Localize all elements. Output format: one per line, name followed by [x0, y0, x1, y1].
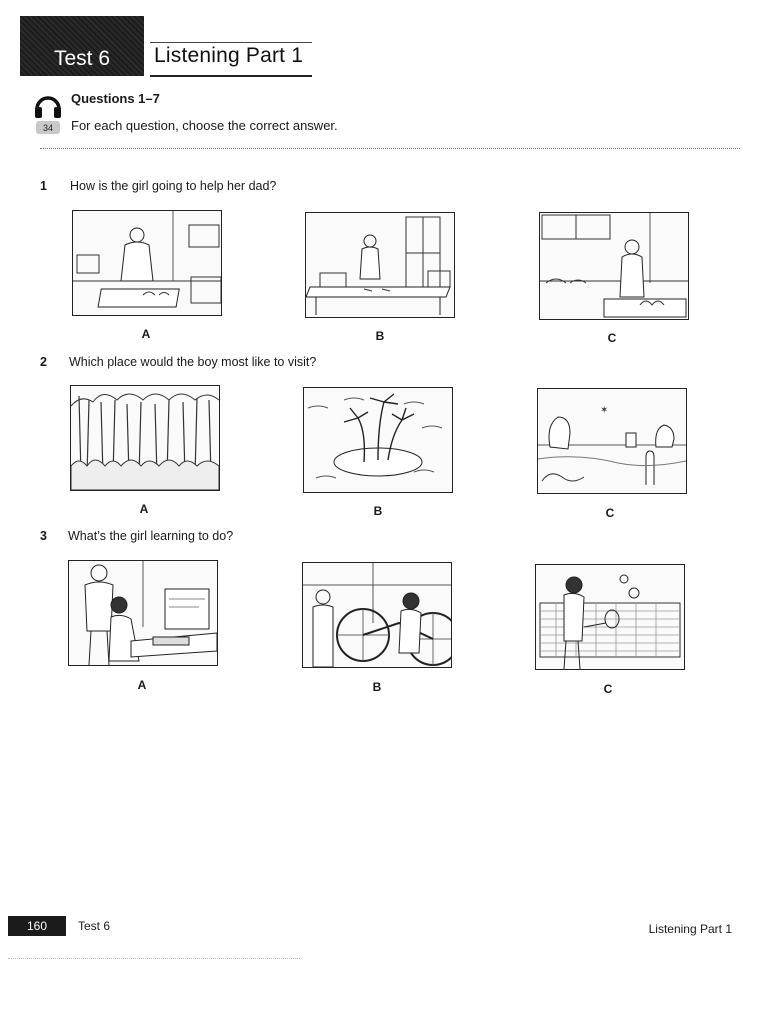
option-label-c: C [605, 506, 615, 520]
option-picture-washing-dishes[interactable] [539, 212, 689, 320]
option-picture-setting-table[interactable] [305, 212, 455, 318]
option-picture-badminton[interactable] [535, 564, 685, 670]
section-divider [40, 148, 740, 149]
footer-section-label: Listening Part 1 [648, 922, 732, 936]
option-picture-cutting-vegetables[interactable] [72, 210, 222, 316]
option-label-a: A [141, 327, 151, 341]
option-picture-forest[interactable] [70, 385, 220, 491]
option-label-b: B [375, 329, 385, 343]
option-picture-bicycle[interactable] [302, 562, 452, 668]
section-title: Listening Part 1 [154, 44, 304, 67]
option-label-c: C [607, 331, 617, 345]
instruction-text: For each question, choose the correct answer. [71, 118, 338, 133]
option-label-b: B [373, 504, 383, 518]
option-picture-computer[interactable] [68, 560, 218, 666]
option-picture-desert[interactable] [537, 388, 687, 494]
footer-divider [8, 958, 300, 959]
page-number: 160 [8, 916, 66, 936]
option-label-b: B [372, 680, 382, 694]
question-number: 1 [40, 179, 47, 193]
question-number: 3 [40, 529, 47, 543]
question-number: 2 [40, 355, 47, 369]
test-label: Test 6 [53, 47, 111, 70]
question-text: What’s the girl learning to do? [68, 529, 234, 543]
svg-text:✶: ✶ [600, 405, 609, 416]
title-top-rule [150, 42, 312, 43]
footer-test-label: Test 6 [78, 919, 111, 933]
option-label-c: C [603, 682, 613, 696]
option-label-a: A [137, 678, 147, 692]
question-text: Which place would the boy most like to visit? [69, 355, 317, 369]
option-label-a: A [139, 502, 149, 516]
option-picture-island[interactable] [303, 387, 453, 493]
audio-track-number: 34 [42, 123, 54, 133]
headphones-icon [32, 92, 64, 136]
title-underline [150, 75, 312, 77]
questions-range: Questions 1–7 [71, 91, 160, 106]
question-text: How is the girl going to help her dad? [70, 179, 277, 193]
test-badge [20, 16, 144, 76]
